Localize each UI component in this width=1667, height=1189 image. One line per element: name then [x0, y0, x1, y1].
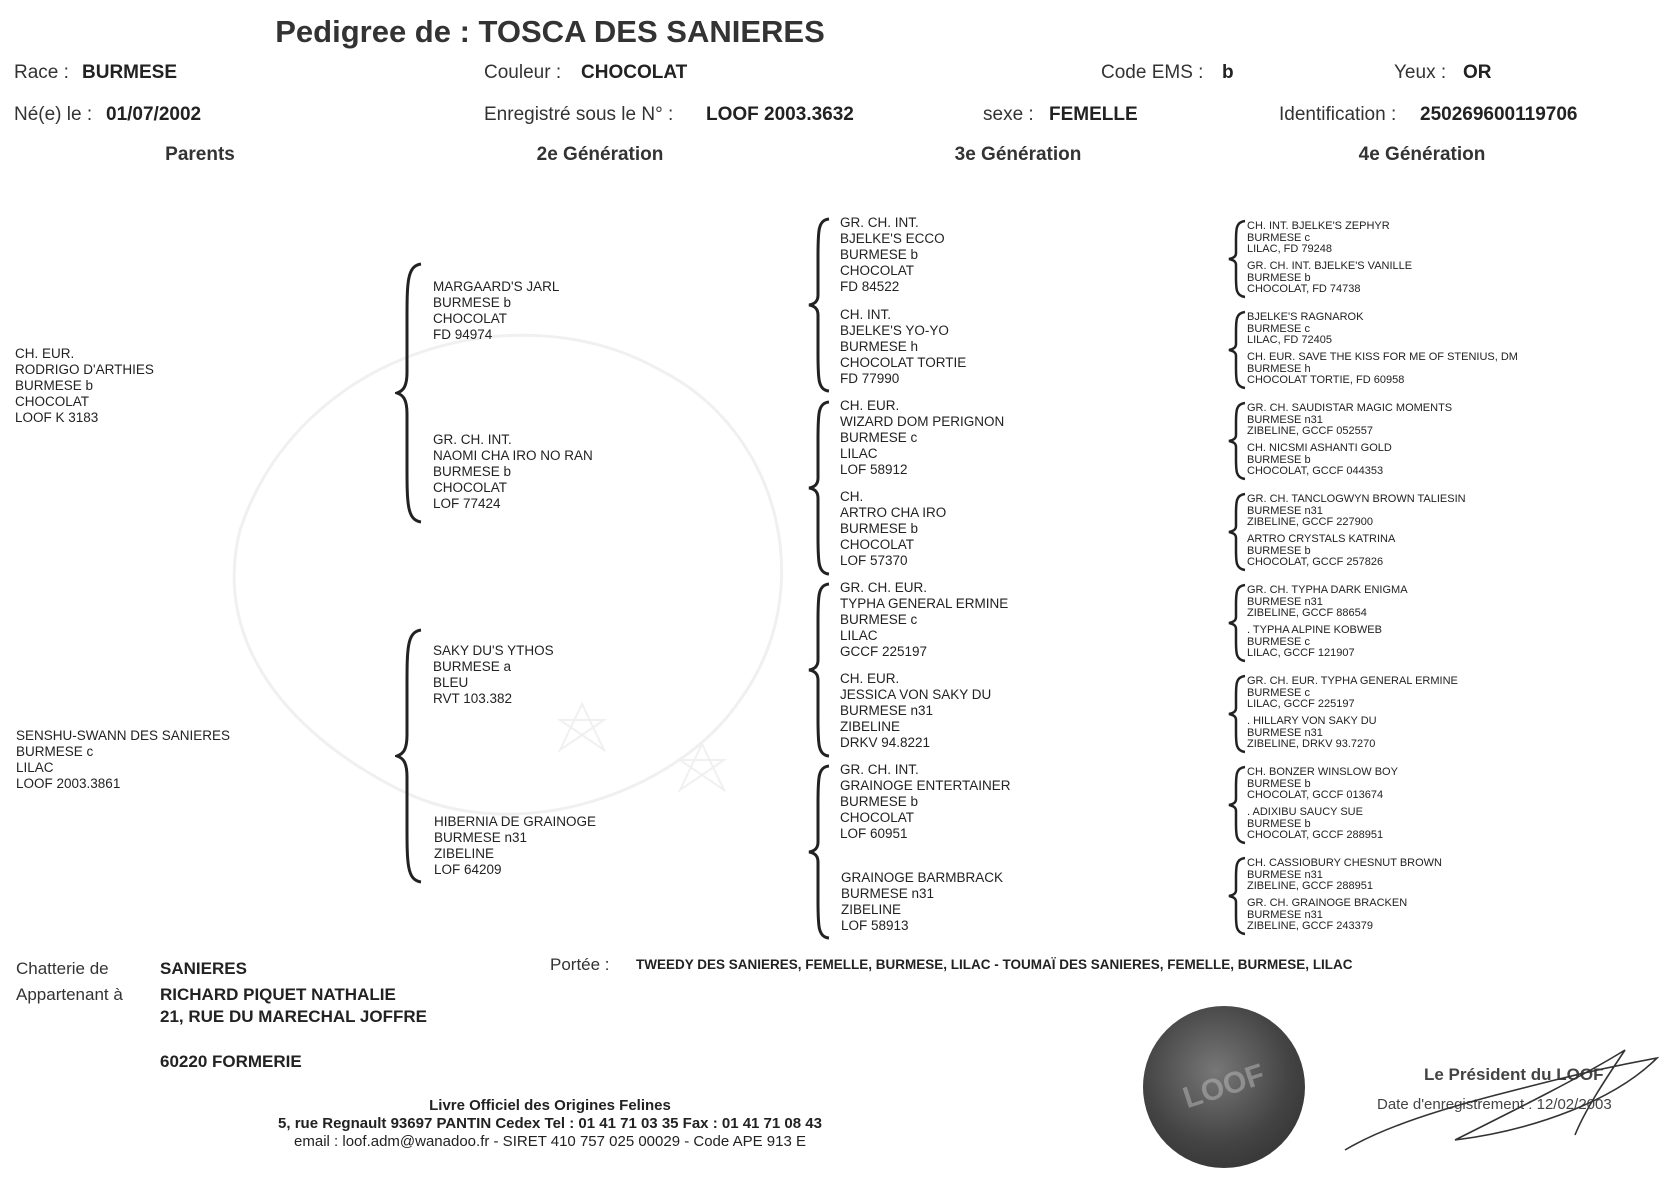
couleur-value: CHOCOLAT [581, 62, 688, 83]
brace-gen4-8 [1227, 856, 1249, 936]
header-gen4: 4e Génération [1358, 144, 1486, 165]
gen4-3: BJELKE'S RAGNAROK BURMESE c LILAC, FD 72405 [1247, 311, 1364, 346]
ident-label: Identification : [1279, 104, 1397, 125]
president-label: Le Président du LOOF [1424, 1065, 1604, 1084]
parent-dam: SENSHU-SWANN DES SANIERES BURMESE c LILAC LOOF 2003.3861 [16, 728, 231, 791]
parent-sire: CH. EUR. RODRIGO D'ARTHIES BURMESE b CHOCOLAT LOOF K 3183 [15, 346, 154, 425]
footer-line2: 5, rue Regnault 93697 PANTIN Cedex Tel : 01 41 71 03 35 Fax : 01 41 71 08 43 [278, 1115, 822, 1132]
footer-line1: Livre Officiel des Origines Felines [429, 1097, 671, 1114]
gen4-16: GR. CH. GRAINOGE BRACKEN BURMESE n31 ZIBELINE, GCCF 243379 [1247, 897, 1408, 932]
brace-gen3-2 [807, 400, 833, 576]
chatterie-label: Chatterie de [16, 959, 109, 978]
yeux-value: OR [1463, 62, 1492, 83]
gen4-8: ARTRO CRYSTALS KATRINA BURMESE b CHOCOLAT, GCCF 257826 [1247, 533, 1396, 568]
gen4-12: . HILLARY VON SAKY DU BURMESE n31 ZIBELINE, DRKV 93.7270 [1247, 715, 1377, 750]
ne-label: Né(e) le : [14, 104, 93, 125]
race-value: BURMESE [82, 62, 178, 83]
loof-seal: LOOF [1143, 1006, 1305, 1168]
header-gen3: 3e Génération [954, 144, 1082, 165]
brace-gen2-top [395, 262, 425, 524]
portee-label: Portée : [550, 955, 610, 974]
ident-value: 250269600119706 [1420, 104, 1578, 125]
enreg-label: Enregistré sous le N° : [484, 104, 674, 125]
brace-gen3-4 [807, 764, 833, 940]
brace-gen4-6 [1227, 674, 1249, 754]
gen4-7: GR. CH. TANCLOGWYN BROWN TALIESIN BURMESE n31 ZIBELINE, GCCF 227900 [1247, 493, 1466, 528]
gen4-5: GR. CH. SAUDISTAR MAGIC MOMENTS BURMESE n31 ZIBELINE, GCCF 052557 [1247, 402, 1453, 437]
enreg-value: LOOF 2003.3632 [706, 104, 854, 125]
gen2-4: HIBERNIA DE GRAINOGE BURMESE n31 ZIBELINE LOF 64209 [434, 814, 597, 877]
gen2-3: SAKY DU'S YTHOS BURMESE a BLEU RVT 103.382 [433, 643, 554, 706]
brace-gen2-bottom [395, 628, 425, 884]
brace-gen4-4 [1227, 492, 1249, 572]
owner-address1: 21, RUE DU MARECHAL JOFFRE [160, 1007, 427, 1026]
gen2-1: MARGAARD'S JARL BURMESE b CHOCOLAT FD 94974 [433, 279, 560, 342]
brace-gen4-1 [1227, 219, 1249, 299]
gen3-6: CH. EUR. JESSICA VON SAKY DU BURMESE n31 ZIBELINE DRKV 94.8221 [840, 671, 992, 750]
gen3-7: GR. CH. INT. GRAINOGE ENTERTAINER BURMESE b CHOCOLAT LOF 60951 [840, 762, 1011, 841]
brace-gen4-3 [1227, 401, 1249, 481]
brace-gen4-7 [1227, 765, 1249, 845]
couleur-label: Couleur : [484, 62, 562, 83]
ne-value: 01/07/2002 [106, 104, 202, 125]
chatterie-value: SANIERES [160, 959, 247, 978]
gen3-3: CH. EUR. WIZARD DOM PERIGNON BURMESE c LILAC LOF 58912 [840, 398, 1005, 477]
gen4-15: CH. CASSIOBURY CHESNUT BROWN BURMESE n31 ZIBELINE, GCCF 288951 [1247, 857, 1442, 892]
brace-gen4-2 [1227, 310, 1249, 390]
gen4-2: GR. CH. INT. BJELKE'S VANILLE BURMESE b CHOCOLAT, FD 74738 [1247, 260, 1413, 295]
ems-label: Code EMS : [1101, 62, 1204, 83]
gen3-4: CH. ARTRO CHA IRO BURMESE b CHOCOLAT LOF 57370 [840, 489, 947, 568]
header-gen2: 2e Génération [536, 144, 664, 165]
gen4-10: . TYPHA ALPINE KOBWEB BURMESE c LILAC, GCCF 121907 [1247, 624, 1382, 659]
brace-gen4-5 [1227, 583, 1249, 663]
portee-value: TWEEDY DES SANIERES, FEMELLE, BURMESE, LILAC - TOUMAÏ DES SANIERES, FEMELLE, BURMESE, LILAC [636, 957, 1353, 972]
gen4-13: CH. BONZER WINSLOW BOY BURMESE b CHOCOLAT, GCCF 013674 [1247, 766, 1398, 801]
gen4-11: GR. CH. EUR. TYPHA GENERAL ERMINE BURMESE c LILAC, GCCF 225197 [1247, 675, 1458, 710]
gen4-14: . ADIXIBU SAUCY SUE BURMESE b CHOCOLAT, GCCF 288951 [1247, 806, 1384, 841]
date-enregistrement: Date d'enregistrement : 12/02/2003 [1377, 1096, 1612, 1113]
header-parents: Parents [165, 144, 235, 165]
brace-gen3-1 [807, 217, 833, 393]
page-title: Pedigree de : TOSCA DES SANIERES [275, 14, 825, 49]
race-label: Race : [14, 62, 69, 83]
sexe-label: sexe : [983, 104, 1034, 125]
gen3-2: CH. INT. BJELKE'S YO-YO BURMESE h CHOCOLAT TORTIE FD 77990 [840, 307, 967, 386]
gen3-8: GRAINOGE BARMBRACK BURMESE n31 ZIBELINE LOF 58913 [841, 870, 1004, 933]
appartenant-label: Appartenant à [16, 985, 123, 1004]
owner-name: RICHARD PIQUET NATHALIE [160, 985, 396, 1004]
signature-mark [1335, 1040, 1665, 1160]
gen4-6: CH. NICSMI ASHANTI GOLD BURMESE b CHOCOLAT, GCCF 044353 [1247, 442, 1392, 477]
gen3-1: GR. CH. INT. BJELKE'S ECCO BURMESE b CHOCOLAT FD 84522 [840, 215, 945, 294]
gen3-5: GR. CH. EUR. TYPHA GENERAL ERMINE BURMESE c LILAC GCCF 225197 [840, 580, 1009, 659]
gen4-9: GR. CH. TYPHA DARK ENIGMA BURMESE n31 ZIBELINE, GCCF 88654 [1247, 584, 1408, 619]
footer-line3: email : loof.adm@wanadoo.fr - SIRET 410 757 025 00029 - Code APE 913 E [294, 1133, 806, 1150]
gen4-1: CH. INT. BJELKE'S ZEPHYR BURMESE c LILAC, FD 79248 [1247, 220, 1390, 255]
sexe-value: FEMELLE [1049, 104, 1138, 125]
yeux-label: Yeux : [1394, 62, 1447, 83]
ems-value: b [1222, 62, 1234, 83]
owner-address2: 60220 FORMERIE [160, 1052, 302, 1071]
gen4-4: CH. EUR. SAVE THE KISS FOR ME OF STENIUS, DM BURMESE h CHOCOLAT TORTIE, FD 60958 [1247, 351, 1518, 386]
brace-gen3-3 [807, 582, 833, 758]
gen2-2: GR. CH. INT. NAOMI CHA IRO NO RAN BURMESE b CHOCOLAT LOF 77424 [433, 432, 593, 511]
